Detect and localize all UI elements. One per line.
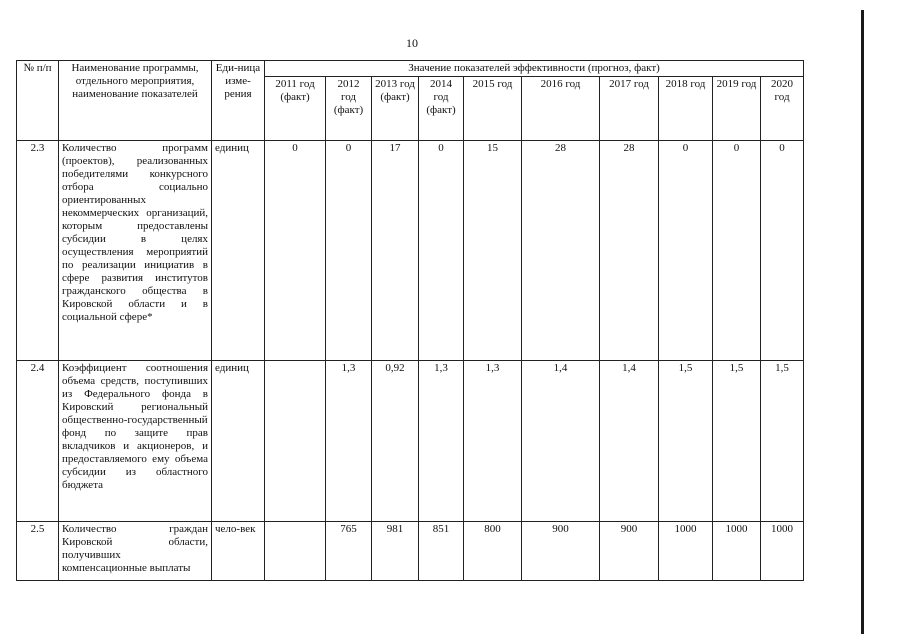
value-cell: 0 <box>326 141 372 361</box>
header-year: 2012 год (факт) <box>326 77 372 141</box>
row-num: 2.4 <box>17 361 59 522</box>
table-row <box>17 141 804 361</box>
row-num: 2.3 <box>17 141 59 361</box>
header-year: 2018 год <box>659 77 713 141</box>
header-year: 2015 год <box>464 77 522 141</box>
value-cell: 1000 <box>761 522 804 581</box>
value-cell: 17 <box>372 141 419 361</box>
value-cell <box>265 522 326 581</box>
indicator-name: Количество программ (проектов), реализованных победителями конкурсного отбора социально ориентированных некоммерческих организаций, которым предоставлены субсидии в целях осуществления мероприятий по реализации инициатив в сфере развития институтов гражданского общества в Кировской области и в социальной сфере* <box>59 141 212 361</box>
value-cell <box>265 361 326 522</box>
header-year: 2014 год (факт) <box>419 77 464 141</box>
header-year: 2019 год <box>713 77 761 141</box>
value-cell: 0 <box>265 141 326 361</box>
value-cell: 1,4 <box>522 361 600 522</box>
page-number: 10 <box>406 36 418 50</box>
value-cell: 1,5 <box>761 361 804 522</box>
indicators-table <box>16 60 804 581</box>
value-cell: 28 <box>600 141 659 361</box>
value-cell: 1,5 <box>659 361 713 522</box>
value-cell: 1000 <box>659 522 713 581</box>
value-cell: 1,5 <box>713 361 761 522</box>
value-cell: 1,4 <box>600 361 659 522</box>
value-cell: 1,3 <box>464 361 522 522</box>
header-year: 2020 год <box>761 77 804 141</box>
unit: чело-век <box>212 522 265 581</box>
value-cell: 1,3 <box>326 361 372 522</box>
row-num: 2.5 <box>17 522 59 581</box>
header-name: Наименование программы, отдельного мероприятия, наименование показателей <box>59 61 212 141</box>
scan-edge-line <box>861 10 864 634</box>
unit: единиц <box>212 141 265 361</box>
header-year: 2011 год (факт) <box>265 77 326 141</box>
header-group: Значение показателей эффективности (прогноз, факт) <box>265 61 804 77</box>
value-cell: 900 <box>600 522 659 581</box>
header-unit: Еди-ница изме-рения <box>212 61 265 141</box>
header-year: 2016 год <box>522 77 600 141</box>
value-cell: 0,92 <box>372 361 419 522</box>
value-cell: 15 <box>464 141 522 361</box>
header-year: 2017 год <box>600 77 659 141</box>
value-cell: 0 <box>713 141 761 361</box>
value-cell: 981 <box>372 522 419 581</box>
table-row <box>17 361 804 522</box>
header-num: № п/п <box>17 61 59 141</box>
value-cell: 765 <box>326 522 372 581</box>
table-row <box>17 522 804 581</box>
value-cell: 1000 <box>713 522 761 581</box>
value-cell: 0 <box>659 141 713 361</box>
value-cell: 1,3 <box>419 361 464 522</box>
header-row-top <box>17 61 804 77</box>
value-cell: 851 <box>419 522 464 581</box>
indicator-name: Количество граждан Кировской области, получивших компенсационные выплаты <box>59 522 212 581</box>
value-cell: 0 <box>761 141 804 361</box>
value-cell: 28 <box>522 141 600 361</box>
value-cell: 900 <box>522 522 600 581</box>
unit: единиц <box>212 361 265 522</box>
header-year: 2013 год (факт) <box>372 77 419 141</box>
value-cell: 0 <box>419 141 464 361</box>
indicator-name: Коэффициент соотношения объема средств, поступивших из Федерального фонда в Кировский региональный общественно-государственный фонд по защите прав вкладчиков и акционеров, и предоставляемого ему объема субсидии из областного бюджета <box>59 361 212 522</box>
value-cell: 800 <box>464 522 522 581</box>
